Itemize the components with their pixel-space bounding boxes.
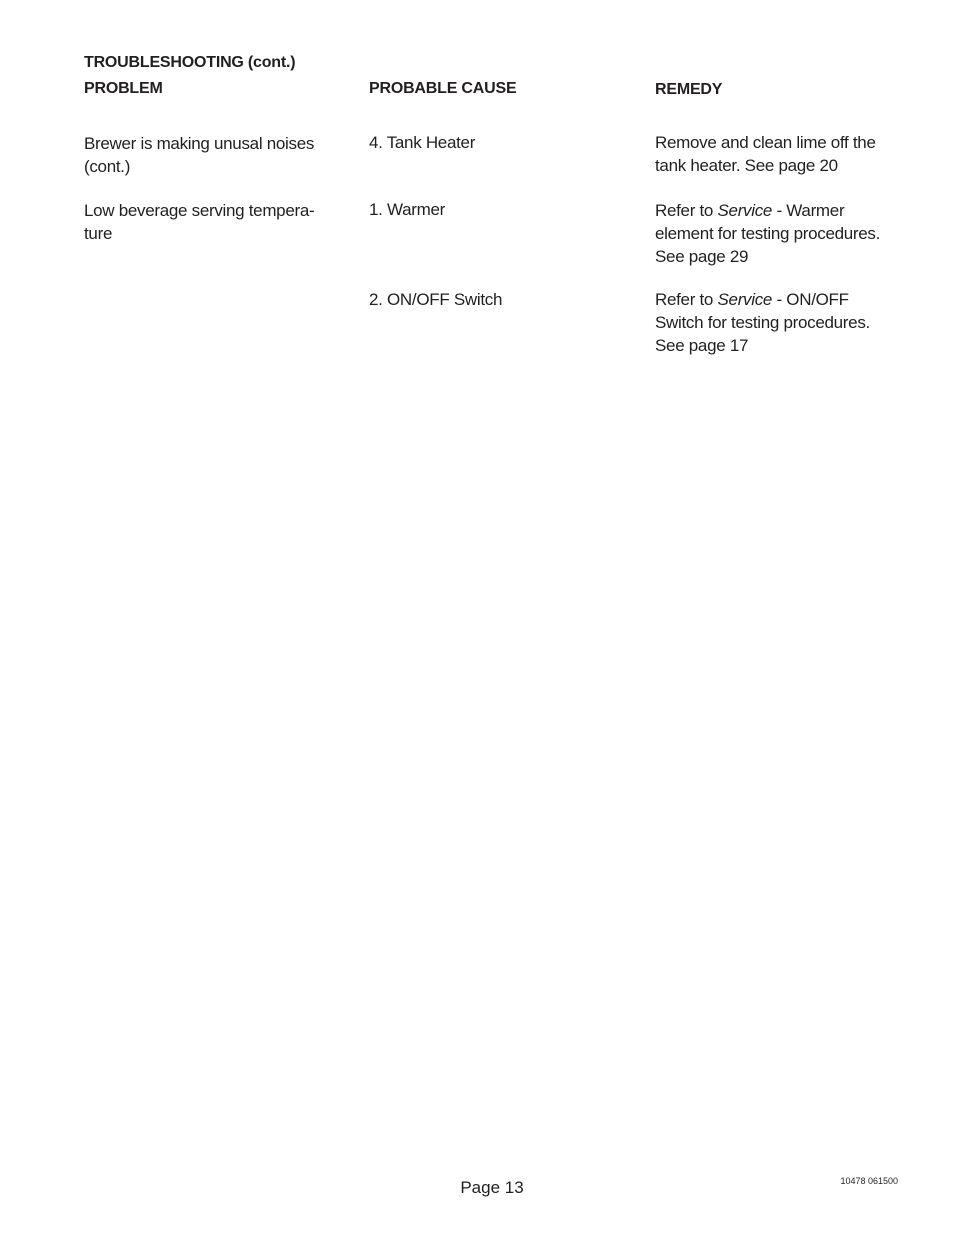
- problem-cell: [84, 199, 344, 245]
- cause-cell: 2. ON/OFF Switch: [369, 290, 503, 309]
- section-title: TROUBLESHOOTING (cont.): [84, 54, 296, 71]
- problem-line: ture: [84, 224, 113, 243]
- remedy-line: Remove and clean lime off the: [655, 133, 876, 152]
- remedy-prefix: Refer to: [655, 201, 718, 220]
- remedy-line: tank heater. See page 20: [655, 156, 838, 175]
- problem-line: (cont.): [84, 157, 131, 176]
- header-probable-cause: PROBABLE CAUSE: [369, 80, 517, 97]
- remedy-first-line: [655, 199, 915, 222]
- cause-cell: 4. Tank Heater: [369, 133, 476, 152]
- remedy-first-line: [655, 288, 915, 311]
- remedy-line: See page 29: [655, 247, 749, 266]
- header-problem: PROBLEM: [84, 80, 163, 97]
- remedy-line: See page 17: [655, 336, 749, 355]
- problem-line: Brewer is making unusal noises: [84, 134, 315, 153]
- cause-cell: 1. Warmer: [369, 200, 446, 219]
- document-code: 10478 061500: [840, 1176, 898, 1186]
- remedy-service-term: Service: [717, 290, 773, 309]
- remedy-service-term: Service: [717, 201, 773, 220]
- remedy-line: element for testing procedures.: [655, 224, 881, 243]
- page-number: Page 13: [460, 1178, 524, 1197]
- remedy-prefix: Refer to: [655, 290, 718, 309]
- remedy-suffix: - ON/OFF: [772, 290, 849, 309]
- remedy-cell: [655, 199, 915, 268]
- problem-line: Low beverage serving tempera-: [84, 201, 315, 220]
- remedy-line: Switch for testing procedures.: [655, 313, 870, 332]
- problem-cell: [84, 132, 344, 178]
- remedy-suffix: - Warmer: [772, 201, 845, 220]
- header-remedy: REMEDY: [655, 81, 723, 98]
- remedy-cell: [655, 288, 915, 357]
- remedy-cell: [655, 131, 915, 177]
